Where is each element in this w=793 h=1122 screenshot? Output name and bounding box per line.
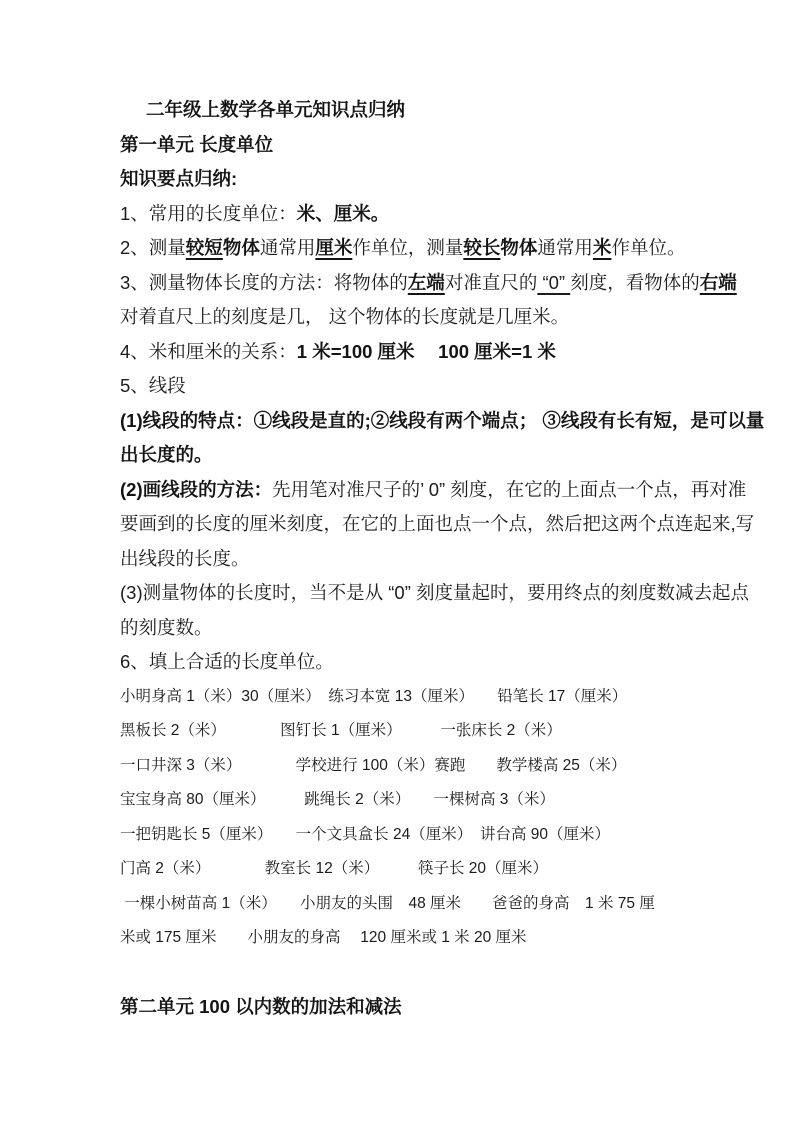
term-shorter-object: 较短 bbox=[185, 237, 223, 258]
meter-cm-equation: 1 米=100 厘米 100 厘米=1 米 bbox=[296, 340, 556, 362]
unit-row-4: 宝宝身高 80（厘米） 跳绳长 2（米） 一棵树高 3（米） bbox=[120, 791, 555, 808]
measure-note-line2: 的刻度数。 bbox=[120, 616, 213, 638]
segment-features-line2: 出长度的。 bbox=[120, 444, 213, 465]
term-zero-mark: “0” bbox=[537, 271, 571, 293]
item-1 bbox=[120, 197, 675, 232]
item-1-text: 1、常用的长度单位： bbox=[120, 202, 297, 224]
section1-heading: 第一单元 长度单位 bbox=[120, 133, 274, 155]
item-4 bbox=[120, 335, 675, 370]
draw-segment-run: 先用笔对准尺子的’ 0” 刻度，在它的上面点一个点，再对准 bbox=[272, 478, 747, 500]
doc-title: 二年级上数学各单元知识点归纳 bbox=[146, 99, 406, 120]
item-1-answer: 米、厘米。 bbox=[296, 202, 390, 224]
item-6: 6、填上合适的长度单位。 bbox=[120, 651, 334, 672]
draw-segment-line2: 要画到的长度的厘米刻度，在它的上面也点一个点，然后把这两个点连起来,写 bbox=[120, 513, 755, 534]
unit-row-1: 小明身高 1（米）30（厘米） 练习本宽 13（厘米） 铅笔长 17（厘米） bbox=[120, 687, 628, 705]
draw-segment-lead: (2)画线段的方法： bbox=[120, 478, 273, 500]
unit-row-7: 一棵小树苗高 1（米） 小朋友的头围 48 厘米 爸爸的身高 1 米 75 厘 bbox=[120, 894, 655, 912]
term-meter: 米 bbox=[592, 237, 612, 258]
draw-segment-line1 bbox=[120, 473, 747, 508]
item-3-line1 bbox=[120, 266, 737, 301]
item-2-run: 物体 bbox=[500, 237, 538, 258]
item-2-run: 作单位，测量 bbox=[352, 237, 464, 258]
unit-row-3: 一口井深 3（米） 学校进行 100（米）赛跑 教学楼高 25（米） bbox=[120, 756, 627, 774]
term-right-end: 右端 bbox=[699, 271, 737, 293]
item-3-line2: 对着直尺上的刻度是几， 这个物体的长度就是几厘米。 bbox=[120, 306, 570, 327]
item-3-run: 3、测量物体长度的方法：将物体的 bbox=[120, 271, 408, 293]
item-4-text: 4、米和厘米的关系： bbox=[120, 340, 297, 362]
term-longer-object: 较长 bbox=[463, 237, 501, 258]
section2-heading: 第二单元 100 以内数的加法和减法 bbox=[120, 996, 402, 1017]
keypoints-heading: 知识要点归纳: bbox=[120, 168, 238, 189]
blank-line bbox=[120, 956, 675, 991]
item-5: 5、线段 bbox=[120, 375, 186, 396]
item-2-run: 通常用 bbox=[537, 237, 593, 258]
item-2-run: 物体 bbox=[222, 237, 260, 258]
item-2-run: 通常用 bbox=[259, 237, 316, 258]
item-2-run: 作单位。 bbox=[611, 237, 686, 258]
draw-segment-line3: 出线段的长度。 bbox=[120, 547, 250, 569]
unit-row-5: 一把钥匙长 5（厘米） 一个文具盒长 24（厘米） 讲台高 90（厘米） bbox=[120, 825, 611, 843]
item-2-run: 2、测量 bbox=[120, 237, 186, 258]
measure-note-line1: (3)测量物体的长度时，当不是从 “0” 刻度量起时，要用终点的刻度数减去起点 bbox=[120, 582, 750, 603]
term-centimeter: 厘米 bbox=[315, 237, 353, 258]
unit-row-6: 门高 2（米） 教室长 12（米） 筷子长 20（厘米） bbox=[120, 860, 549, 877]
unit-row-8: 米或 175 厘米 小朋友的身高 120 厘米或 1 米 20 厘米 bbox=[120, 929, 527, 946]
segment-features-line1: (1)线段的特点：①线段是直的;②线段有两个端点； ③线段有长有短，是可以量 bbox=[120, 409, 765, 431]
unit-row-2: 黑板长 2（米） 图钉长 1（厘米） 一张床长 2（米） bbox=[120, 722, 562, 739]
item-3-run: 刻度，看物体的 bbox=[570, 271, 700, 293]
item-2 bbox=[120, 231, 686, 266]
item-3-run: 对准直尺的 bbox=[444, 271, 538, 293]
term-left-end: 左端 bbox=[407, 271, 445, 293]
